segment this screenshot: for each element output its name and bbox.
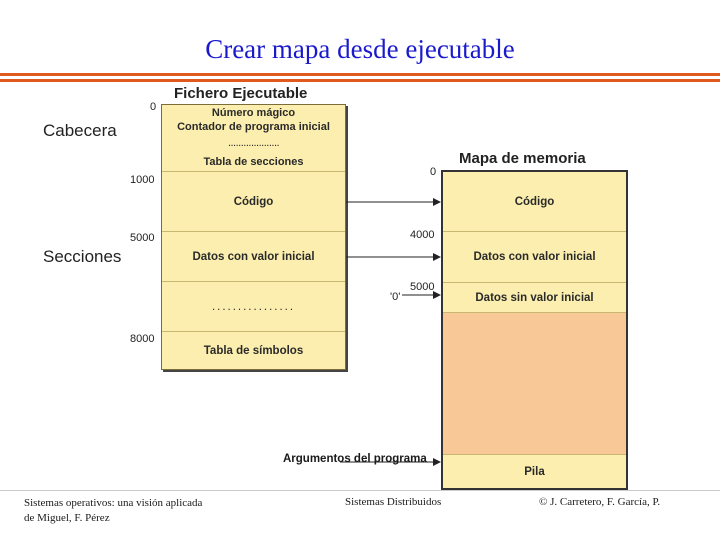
footer-rule (0, 490, 720, 491)
footer-left (24, 496, 202, 526)
exe-segment-dots: ................ (162, 282, 345, 332)
footer-right: © J. Carretero, F. García, P. (539, 496, 661, 508)
mem-segment-code: Código (443, 172, 626, 232)
exe-header-pc: Contador de programa inicial (177, 121, 330, 133)
exe-segment-symbol-table: Tabla de símbolos (162, 332, 345, 369)
exe-header-section-table: Tabla de secciones (203, 156, 304, 168)
executable-title: Fichero Ejecutable (174, 85, 308, 102)
mem-segment-uninit-data: Datos sin valor inicial (443, 283, 626, 313)
exe-segment-code: Código (162, 172, 345, 232)
mapping-arrows (340, 190, 450, 480)
exe-offset-8000: 8000 (130, 333, 155, 345)
slide-title: Crear mapa desde ejecutable (205, 34, 515, 64)
exe-header-magic: Número mágico (211, 107, 296, 119)
footer-center: Sistemas Distribuidos (345, 496, 442, 508)
mem-offset-0: 0 (430, 166, 437, 178)
mem-offset-5000: 5000 (410, 281, 435, 293)
exe-header-block (162, 105, 345, 172)
mem-offset-4000: 4000 (410, 229, 435, 241)
mem-segment-init-data: Datos con valor inicial (443, 232, 626, 283)
memory-map-box (441, 170, 628, 490)
mem-free-space (443, 313, 626, 455)
sections-label: Secciones (43, 247, 122, 266)
zero-fill-label: '0' (390, 291, 401, 303)
program-args-label: Argumentos del programa (283, 453, 427, 465)
memory-title: Mapa de memoria (459, 150, 586, 167)
exe-segment-init-data: Datos con valor inicial (162, 232, 345, 282)
executable-file-box (161, 104, 346, 370)
title-rule-top (0, 73, 720, 76)
exe-offset-5000: 5000 (130, 232, 155, 244)
footer-left-line1: Sistemas operativos: una visión aplicada (24, 497, 203, 509)
exe-offset-0: 0 (150, 101, 157, 113)
footer-left-line2: de Miguel, F. Pérez (24, 512, 110, 524)
exe-header-dots: .................... (227, 137, 280, 149)
title-rule-bottom (0, 79, 720, 82)
mem-segment-stack: Pila (443, 455, 626, 488)
header-label: Cabecera (43, 121, 117, 140)
exe-offset-1000: 1000 (130, 174, 155, 186)
